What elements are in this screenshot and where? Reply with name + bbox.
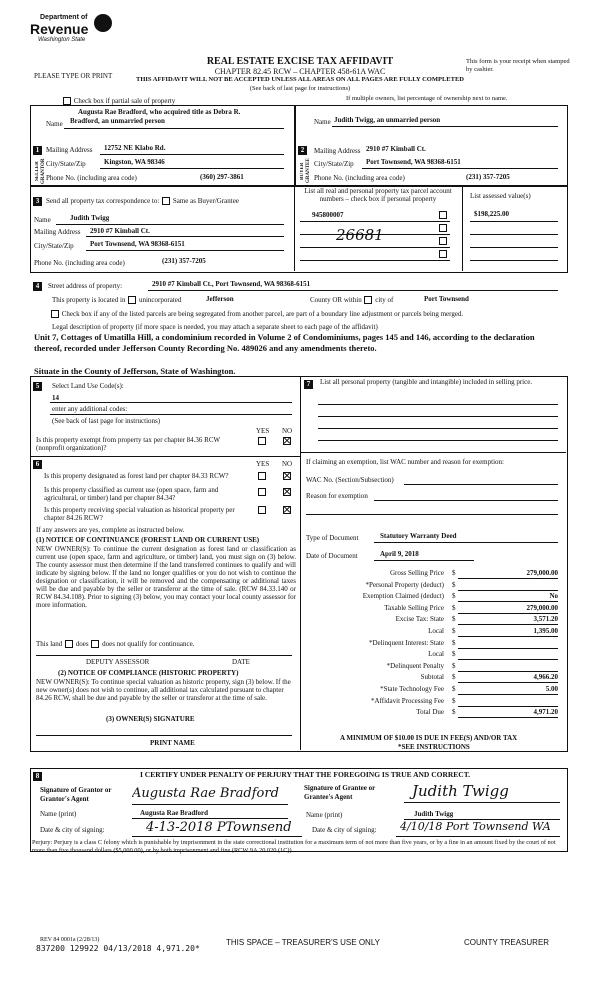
exempt-yes-checkbox[interactable]: [258, 437, 266, 445]
forest-no-checkbox[interactable]: [283, 472, 291, 480]
owner-signature: (3) OWNER(S) SIGNATURE: [106, 715, 195, 723]
tax-row-rule: [458, 601, 558, 602]
notice-compliance-head: (2) NOTICE OF COMPLIANCE (HISTORIC PROPERTY): [58, 669, 239, 677]
tax-row-rule: [458, 578, 558, 579]
tax-row-rule: [458, 624, 558, 625]
tax-row-label: Local: [428, 627, 444, 635]
corr-phone-label: Phone No. (including area code): [34, 259, 125, 267]
buyer-side-label: BUYER GRANTEE: [300, 158, 311, 184]
section-3-badge: 3: [33, 197, 42, 206]
buyer-city: Port Townsend, WA 98368-6151: [366, 158, 461, 166]
corr-city: Port Townsend, WA 98368-6151: [90, 240, 185, 248]
tax-row-label: Excise Tax: State: [395, 615, 444, 624]
seller-side-label: SELLER GRANTOR: [35, 158, 46, 184]
print-name: PRINT NAME: [150, 739, 195, 747]
county-treasurer: COUNTY TREASURER: [464, 938, 550, 947]
tax-row-value: 3,571.20: [533, 615, 558, 624]
current-use-question: Is this property classified as current use (open space, farm and agricultural, or timber) land per chapter 84.34?: [44, 486, 219, 502]
form-revision: REV 84 0001a (2/28/13): [40, 937, 100, 943]
dollar-sign: $: [452, 696, 456, 705]
please-type: PLEASE TYPE OR PRINT: [34, 72, 113, 80]
personal-property-checkbox-3[interactable]: [439, 237, 447, 245]
dollar-sign: $: [452, 627, 456, 635]
dollar-sign: $: [452, 569, 456, 577]
seller-mail: 12752 NE Klabo Rd.: [104, 144, 166, 152]
tax-row-rule: [458, 636, 558, 637]
grantee-date-label: Date & city of signing:: [312, 826, 377, 834]
grantee-name-label: Name (print): [306, 811, 343, 819]
dollar-sign: $: [452, 638, 456, 647]
s5-yes-head: YES: [256, 427, 270, 435]
deputy-assessor: DEPUTY ASSESSOR: [86, 658, 150, 666]
doc-date: April 9, 2018: [380, 550, 419, 558]
tax-row-rule: [458, 694, 558, 695]
tax-row-label: *Affidavit Processing Fee: [371, 696, 444, 705]
minimum-note: A MINIMUM OF $10.00 IS DUE IN FEE(S) AND/OR TAX: [340, 734, 518, 742]
grantee-date-city: 4/10/18 Port Townsend WA: [400, 820, 551, 833]
section-8-badge: 8: [33, 772, 42, 781]
grantor-sig-label: Signature of Grantor or Grantor's Agent: [40, 786, 112, 803]
land-use-code: 14: [52, 394, 59, 402]
corr-name-label: Name: [34, 216, 51, 224]
dollar-sign: $: [452, 661, 456, 670]
seller-city-label: City/State/Zip: [46, 160, 86, 168]
assessor-date: DATE: [232, 658, 250, 666]
grantor-name: Augusta Rae Bradford: [140, 809, 209, 817]
corr-name: Judith Twigg: [70, 214, 110, 222]
notice-compliance-body: NEW OWNER(S): To continue special valuation as historic property, sign (3) below. If the new owner(s) does not wish to continue, all additional tax calculated pursuant to chapter 84.26 RCW, shall be due and payable by the seller or transferor at the time of sale.: [36, 678, 291, 702]
logo-mark-icon: [94, 14, 112, 32]
tax-row-value: 4,966.20: [533, 673, 558, 682]
historic-no-checkbox[interactable]: [283, 506, 291, 514]
street-label: Street address of property:: [48, 282, 123, 290]
tax-row-rule: [458, 648, 558, 649]
buyer-name-label: Name: [314, 118, 331, 126]
dollar-sign: $: [452, 592, 456, 601]
personal-property-checkbox-2[interactable]: [439, 224, 447, 232]
tax-row-label: *Personal Property (deduct): [365, 580, 444, 589]
current-use-yes-checkbox[interactable]: [258, 488, 266, 496]
see-instructions-note: *SEE INSTRUCTIONS: [398, 743, 470, 751]
tax-row-value: 5.00: [545, 685, 558, 693]
buyer-name: Judith Twigg, an unmarried person: [334, 116, 441, 124]
same-as-buyer-checkbox[interactable]: [162, 197, 170, 205]
buyer-mail-label: Mailing Address: [314, 147, 361, 155]
tax-row-rule: [458, 706, 558, 707]
corr-phone: (231) 357-7205: [162, 257, 206, 265]
section-5-badge: 5: [33, 382, 42, 391]
certify-statement: I CERTIFY UNDER PENALTY OF PERJURY THAT THE FOREGOING IS TRUE AND CORRECT.: [140, 770, 471, 779]
parcel-number: 945800007: [312, 211, 344, 219]
unincorporated-checkbox[interactable]: [128, 296, 136, 304]
grantee-sig-label: Signature of Grantee or Grantee's Agent: [304, 784, 376, 801]
grantor-date-city: 4-13-2018 PTownsend: [146, 820, 292, 835]
this-land-line: This land does does not qualify for continuance.: [36, 640, 195, 648]
tax-row-value: 279,000.00: [526, 569, 558, 577]
historic-question: Is this property receiving special valuation as historical property per chapter 84.26 RCW?: [44, 506, 235, 522]
grantee-name: Judith Twigg: [414, 810, 454, 818]
legal-description: Unit 7, Cottages of Umatilla Hill, a condominium recorded in Volume 2 of Condominiums, pages 145 and 146, according to the declaration thereof, recorded under Jefferson County Recording No. 489026 and any amendments thereto.: [34, 332, 535, 353]
wac-label: WAC No. (Section/Subsection): [306, 476, 394, 484]
revenue-logo: [30, 14, 120, 54]
segregation-checkbox[interactable]: [51, 310, 59, 318]
buyer-phone: (231) 357-7205: [466, 173, 510, 181]
seller-mail-label: Mailing Address: [46, 146, 93, 154]
dollar-sign: $: [452, 603, 456, 612]
s6-yes-head: YES: [256, 460, 270, 468]
treasurer-space: THIS SPACE – TREASURER'S USE ONLY: [226, 938, 381, 947]
not-accepted: THIS AFFIDAVIT WILL NOT BE ACCEPTED UNLESS ALL AREAS ON ALL PAGES ARE FULLY COMPLETED: [136, 76, 464, 83]
doc-type-label: Type of Document: [306, 534, 359, 542]
handwritten-number: 26681: [336, 226, 384, 244]
see-instructions: (See back of last page for instructions): [249, 85, 351, 92]
land-does-not-checkbox[interactable]: [91, 640, 99, 648]
tax-row-label: Total Due: [416, 708, 444, 717]
street-address: 2910 #7 Kimball Ct., Port Townsend, WA 98368-6151: [152, 280, 311, 288]
form-chapter: CHAPTER 82.45 RCW – CHAPTER 458-61A WAC: [214, 67, 386, 76]
exempt-question: Is this property exempt from property tax per chapter 84.36 RCW (nonprofit organization)?: [36, 436, 220, 452]
perjury-note: Perjury: Perjury is a class C felony which is punishable by imprisonment in the state correctional institution for a maximum term of not more than five years, or by a fine in an amount fixed by the court of not more than five thousand dollars ($5,000.00), or by both imprisonment and fine (RCW 9A.20.020 (1C)).: [32, 839, 556, 854]
tax-row-rule: [458, 717, 558, 718]
forest-yes-checkbox[interactable]: [258, 472, 266, 480]
dollar-sign: $: [452, 685, 456, 693]
corr-mail: 2910 #7 Kimball Ct.: [90, 227, 150, 235]
historic-yes-checkbox[interactable]: [258, 506, 266, 514]
exempt-no-checkbox[interactable]: [283, 437, 291, 445]
additional-codes: enter any additional codes:: [52, 405, 128, 413]
personal-property-label: List all personal property (tangible and intangible) included in selling price.: [320, 378, 533, 386]
tax-row-label: *Delinquent Interest: State: [368, 638, 444, 647]
buyer-mail: 2910 #7 Kimball Ct.: [366, 145, 426, 153]
seller-phone-label: Phone No. (including area code): [46, 174, 137, 182]
tax-row-value: 1,395.00: [533, 627, 558, 635]
buyer-city-label: City/State/Zip: [314, 160, 354, 168]
forest-question: Is this property designated as forest land per chapter 84.33 RCW?: [44, 472, 229, 480]
doc-type: Statutory Warranty Deed: [380, 532, 457, 540]
dollar-sign: $: [452, 650, 456, 659]
land-does-checkbox[interactable]: [65, 640, 73, 648]
city-name: Port Townsend: [424, 295, 469, 303]
assessed-head: List assessed value(s): [470, 192, 531, 200]
tax-row-rule: [458, 671, 558, 672]
tax-row-value: 4,971.20: [533, 708, 558, 717]
county-name: Jefferson: [206, 295, 234, 303]
tax-row-value: 279,000.00: [526, 603, 558, 612]
seller-name-line2: Bradford, an unmarried person: [70, 117, 165, 125]
s5-no-head: NO: [282, 427, 293, 435]
logo-state: Washington State: [38, 37, 86, 43]
segregation-line: Check box if any of the listed parcels are being segregated from another parcel, are part of a boundary line adjustment or parcels being merged.: [50, 310, 463, 318]
multiple-owners: If multiple owners, list percentage of ownership next to name.: [346, 95, 508, 102]
receipt-note: This form is your receipt when stamped by cashier.: [466, 58, 570, 73]
grantor-name-label: Name (print): [40, 810, 77, 818]
see-back: (See back of last page for instructions): [52, 417, 161, 425]
logo-revenue: Revenue: [30, 21, 89, 37]
tax-row-label: Taxable Selling Price: [384, 603, 444, 612]
tax-row-label: Local: [428, 650, 444, 659]
legal-label: Legal description of property (if more space is needed, you may attach a separate sheet to each page of the affidavit): [52, 323, 378, 331]
tax-row-rule: [458, 682, 558, 683]
grantor-date-label: Date & city of signing:: [40, 826, 105, 834]
current-use-no-checkbox[interactable]: [283, 488, 291, 496]
grantee-signature: Judith Twigg: [412, 782, 509, 800]
logo-dept: Department of: [40, 14, 88, 21]
dollar-sign: $: [452, 615, 456, 624]
located-line: This property is located in unincorporated: [52, 296, 182, 304]
notice-continuance-body: NEW OWNER(S): To continue the current designation as forest land or classification as current use (open space, farm and agriculture, or timber) land, you must sign on (3) below. The county assessor must then determine if the land transferred continues to qualify and will indicate by signing below. If the land no longer qualifies or you do not wish to continue the designation or classification, it will be removed and the compensating or additional taxes will be due and payable by the seller or transferor at the time of sale. (RCW 84.33.140 or RCW 84.34.108). Prior to signing (3) below, you may contact your local county assessor for more information.: [36, 545, 296, 609]
exemption-label: If claiming an exemption, list WAC number and reason for exemption:: [306, 458, 504, 466]
tax-row-rule: [458, 659, 558, 660]
dollar-sign: $: [452, 673, 456, 682]
seller-name-line1: Augusta Rae Bradford, who acquired title as Debra R.: [78, 108, 241, 116]
grantor-signature: Augusta Rae Bradford: [132, 786, 279, 801]
section-4-badge: 4: [33, 282, 42, 291]
partial-sale[interactable]: Check box if partial sale of property: [62, 97, 175, 105]
tax-row-rule: [458, 613, 558, 614]
notice-continuance-head: (1) NOTICE OF CONTINUANCE (FOREST LAND OR CURRENT USE): [36, 536, 260, 544]
section-1-badge: 1: [33, 146, 42, 155]
dollar-sign: $: [452, 708, 456, 717]
reason-label: Reason for exemption: [306, 492, 368, 500]
tax-row-label: *Delinquent Penalty: [386, 661, 444, 670]
personal-property-checkbox-1[interactable]: [439, 211, 447, 219]
cashier-stamp: 837200 129922 04/13/2018 4,971.20*: [36, 944, 200, 953]
land-use-label: Select Land Use Code(s):: [52, 382, 124, 390]
seller-city: Kingston, WA 98346: [104, 158, 165, 166]
tax-row-label: Exemption Claimed (deduct): [362, 592, 444, 601]
doc-date-label: Date of Document: [306, 552, 358, 560]
seller-name-label: Name: [46, 120, 63, 128]
form-title: REAL ESTATE EXCISE TAX AFFIDAVIT: [206, 56, 394, 67]
corr-city-label: City/State/Zip: [34, 242, 74, 250]
tax-row-label: Gross Selling Price: [389, 569, 444, 577]
tax-row-label: *State Technology Fee: [380, 685, 444, 693]
section-6-badge: 6: [33, 460, 42, 469]
corr-mail-label: Mailing Address: [34, 228, 81, 236]
if-yes-note: If any answers are yes, complete as instructed below.: [36, 526, 185, 534]
s6-no-head: NO: [282, 460, 293, 468]
buyer-phone-label: Phone No. (including area code): [314, 174, 405, 182]
send-correspondence: Send all property tax correspondence to: Same as Buyer/Grantee: [46, 197, 239, 205]
tax-row-label: Subtotal: [420, 673, 444, 682]
dollar-sign: $: [452, 580, 456, 589]
tax-row-value: No: [549, 592, 558, 601]
section-2-badge: 2: [298, 146, 307, 155]
section-7-badge: 7: [304, 380, 313, 389]
county-or-within: County OR within city of: [310, 296, 394, 304]
parcel-head: List all real and personal property tax parcel account numbers – check box if personal property: [304, 187, 452, 203]
seller-phone: (360) 297-3861: [200, 173, 244, 181]
personal-property-checkbox-4[interactable]: [439, 250, 447, 258]
situate-line: Situate in the County of Jefferson, State of Washington.: [34, 366, 236, 376]
tax-row-rule: [458, 590, 558, 591]
within-city-checkbox[interactable]: [364, 296, 372, 304]
assessed-value: $198,225.00: [474, 210, 509, 218]
